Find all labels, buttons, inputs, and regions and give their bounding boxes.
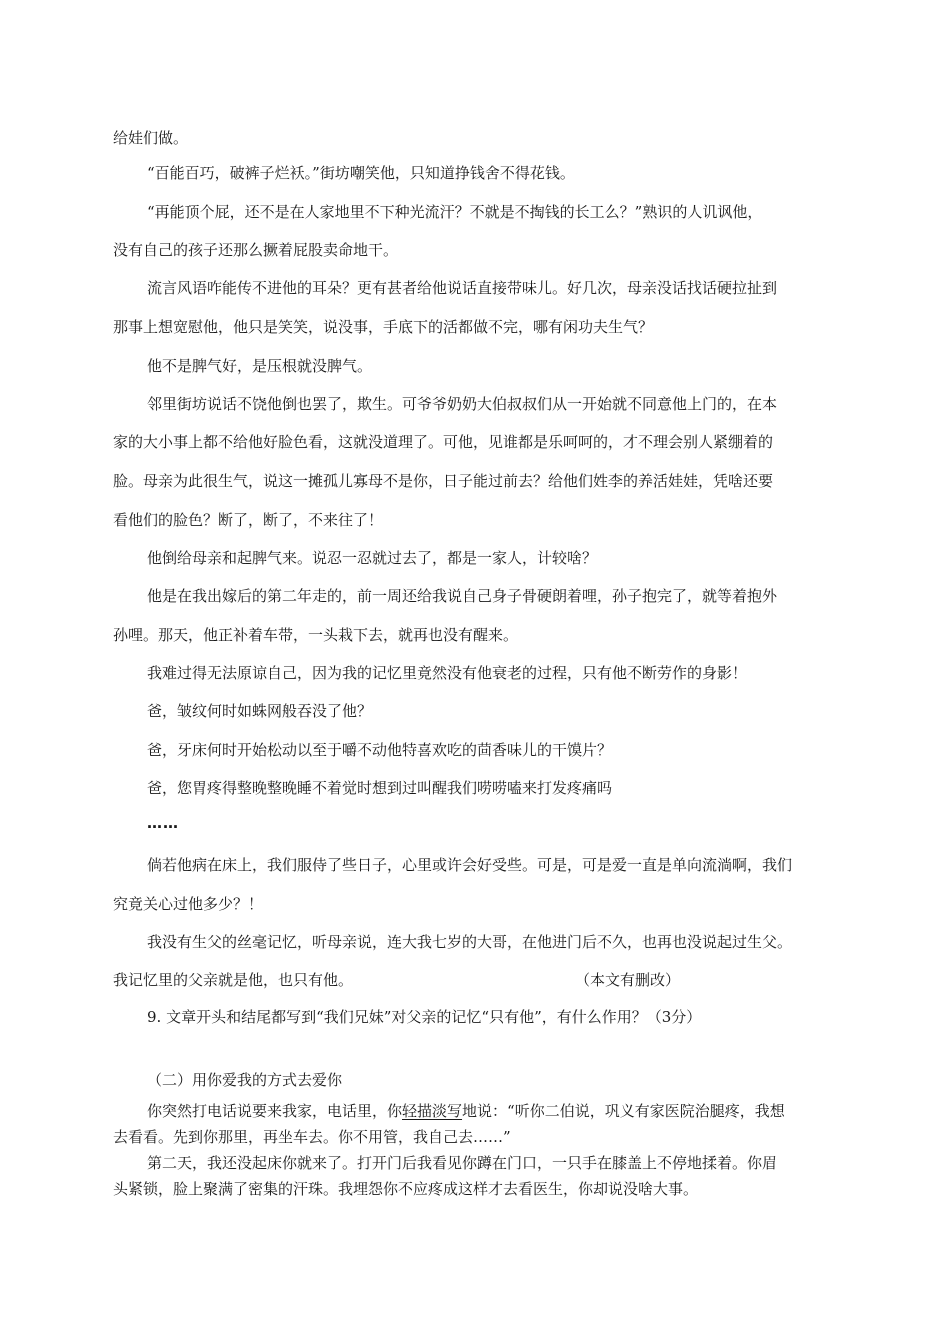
section-title: （二）用你爱我的方式去爱你 bbox=[147, 1071, 343, 1089]
text-span: 地说：“听你二伯说，巩义有家医院治腿疼，我想 bbox=[462, 1102, 785, 1120]
text-span: 你突然打电话说要来我家，电话里，你 bbox=[147, 1102, 403, 1120]
paragraph-line: 第二天，我还没起床你就来了。打开门后我看见你蹲在门口，一只手在膝盖上不停地揉着。你眉 bbox=[147, 1154, 778, 1172]
paragraph-line: 爸，牙床何时开始松动以至于嚼不动他特喜欢吃的茴香味儿的干馍片？ bbox=[147, 741, 613, 759]
paragraph-line: 究竟关心过他多少？！ bbox=[113, 895, 264, 913]
paragraph-line: 流言风语咋能传不进他的耳朵？更有甚者给他说话直接带味儿。好几次，母亲没话找话硬拉扯到 bbox=[147, 279, 778, 297]
source-note: （本文有删改） bbox=[575, 971, 681, 989]
paragraph-line: 去看看。先到你那里，再坐车去。你不用管，我自己去……” bbox=[113, 1128, 511, 1146]
paragraph-line: 给娃们做。 bbox=[113, 129, 189, 147]
paragraph-line: 邻里街坊说话不饶他倒也罢了，欺生。可爷爷奶奶大伯叔叔们从一开始就不同意他上门的，在本 bbox=[147, 395, 778, 413]
paragraph-line: 脸。母亲为此很生气，说这一摊孤儿寡母不是你，日子能过前去？给他们姓李的养活娃娃，凭啥还要 bbox=[113, 472, 774, 490]
paragraph-line: 我没有生父的丝毫记忆，听母亲说，连大我七岁的大哥，在他进门后不久，也再也没说起过生父。 bbox=[147, 933, 793, 951]
paragraph-line: 头紧锁，脸上聚满了密集的汗珠。我埋怨你不应疼成这样才去看医生，你却说没啥大事。 bbox=[113, 1180, 699, 1198]
underlined-phrase: 轻描淡写 bbox=[402, 1102, 463, 1120]
paragraph-line: 那事上想宽慰他，他只是笑笑，说没事，手底下的活都做不完，哪有闲功夫生气？ bbox=[113, 318, 654, 336]
paragraph-line: 家的大小事上都不给他好脸色看，这就没道理了。可他，见谁都是乐呵呵的，才不理会别人紧绷着的 bbox=[113, 433, 774, 451]
paragraph-line: 爸，皱纹何时如蛛网般吞没了他？ bbox=[147, 702, 373, 720]
paragraph-line: 看他们的脸色？断了，断了，不来往了！ bbox=[113, 511, 384, 529]
ellipsis-line: …… bbox=[147, 814, 179, 832]
paragraph-line: 孙哩。那天，他正补着车带，一头栽下去，就再也没有醒来。 bbox=[113, 626, 519, 644]
paragraph-line: 他不是脾气好，是压根就没脾气。 bbox=[147, 357, 373, 375]
paragraph-line: 没有自己的孩子还那么撅着屁股卖命地干。 bbox=[113, 241, 399, 259]
paragraph-line: “百能百巧，破裤子烂袄。”街坊嘲笑他，只知道挣钱舍不得花钱。 bbox=[147, 164, 575, 182]
paragraph-line: 倘若他病在床上，我们服侍了些日子，心里或许会好受些。可是，可是爱一直是单向流淌啊，我们 bbox=[147, 856, 793, 874]
paragraph-line: 我难过得无法原谅自己，因为我的记忆里竟然没有他衰老的过程，只有他不断劳作的身影！ bbox=[147, 664, 748, 682]
paragraph-line: 爸，您胃疼得整晚整晚睡不着觉时想到过叫醒我们唠唠嗑来打发疼痛吗 bbox=[147, 779, 613, 797]
paragraph-line: 他是在我出嫁后的第二年走的，前一周还给我说自己身子骨硬朗着哩，孙子抱完了，就等着抱外 bbox=[147, 587, 778, 605]
paragraph-line: 我记忆里的父亲就是他，也只有他。 bbox=[113, 971, 354, 989]
paragraph-line bbox=[147, 1101, 785, 1121]
question-9: 9. 文章开头和结尾都写到“我们兄妹”对父亲的记忆“只有他”，有什么作用？（3分） bbox=[147, 1008, 702, 1026]
paragraph-line: 他倒给母亲和起脾气来。说忍一忍就过去了，都是一家人，计较啥？ bbox=[147, 549, 598, 567]
paragraph-line: “再能顶个屁，还不是在人家地里不下种光流汗？不就是不掏钱的长工么？”熟识的人讥讽他， bbox=[147, 203, 763, 221]
